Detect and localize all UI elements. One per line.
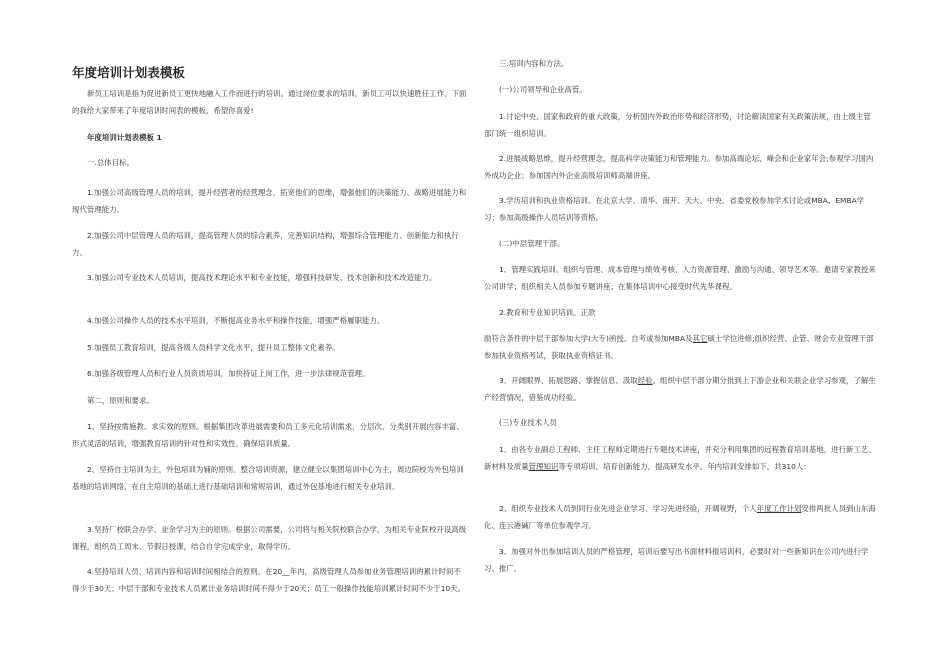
- paragraph: 1.加强公司高级管理人员的培训，提升经营者的经营理念，拓宽他们的思维，增强他们的决策能力、战略进展能力和现代管理能力。: [72, 188, 467, 214]
- paragraph: 励符合条件的中层干部参加大学(大专)函授、自考或参加MBA及其它硕士学位进修;组织经营、企管、财会专业管理干部参加执业资格考试，获取执业资格证书。: [484, 334, 874, 360]
- paragraph: 3.学历培训和执业资格培训。在北京大学、清华、南开、天大、中央、省委党校参加学术讨论或MBA、EMBA学习；参加高级操作人员培训等资格。: [484, 196, 865, 222]
- paragraph: (一)公司领导和企业高管。: [499, 85, 587, 94]
- paragraph: 1.讨论中央、国家和政府的重大政策，分析国内外政治形势和经济形势，讨论解读国家有关政策法规，由上级主管部门统一组织培训。: [484, 112, 871, 138]
- paragraph: 5.加强员工教育培训，提高各级人员科学文化水平，提升员工整体文化素养。: [87, 343, 340, 352]
- paragraph: 2.进展战略思维，提升经营理念，提高科学决策能力和管理能力。参加高端论坛、峰会和企业家年会;参观学习国内外成功企业；参加国内外企业高级培训师高端讲座。: [484, 154, 874, 180]
- paragraph: 2、坚持自主培训为主，外包培训为辅的原则。整合培训资源，建立健全以集团培训中心为主，周边院校为外包培训基地的培训网络，在自主培训的基础上进行基础培训和常规培训，通过外包基地进行相关专业培训。: [72, 465, 464, 491]
- underlined-link[interactable]: 年度工作计划: [756, 504, 802, 513]
- paragraph: (三)专业技术人员: [499, 418, 557, 427]
- paragraph: 1、管理实践培训。组织与管理、成本管理与绩效考核、人力资源管理、激励与沟通、领导艺术等。邀请专家教授来公司讲学；组织相关人员参加专题讲座；在集体培训中心接受时代先华课程。: [484, 265, 876, 291]
- paragraph: 4.坚持培训人员、培训内容和培训时间相结合的原则。在20__年内，高级管理人员参加业务管理培训的累计时间不得少于30天；中层干部和专业技术人员累计业务培训时间不得少于20天；员工一般操作技能培训累计时间不少于10天。: [72, 567, 466, 593]
- paragraph: 3.坚持厂校联合办学、业余学习为主的原则。根据公司需要，公司将与相关院校联合办学，为相关专业院校开设高级课程，组织员工周末、节假日授课，结合自学完成学业，取得学历。: [72, 525, 467, 551]
- paragraph: 三.培训内容和方法。: [499, 59, 569, 68]
- paragraph: 2.教育和专业知识培训。正款: [499, 308, 596, 317]
- paragraph: (二)中层管理干部。: [499, 239, 565, 248]
- paragraph: 3.加强公司专业技术人员培训，提高技术理论水平和专业技能，增强科技研发、技术创新和技术改造能力。: [87, 273, 437, 282]
- underlined-link[interactable]: 其它: [692, 334, 708, 343]
- paragraph: 4.加强公司操作人员的技术水平培训，不断提高业务水平和操作技能，增强严格履职能力。: [87, 316, 385, 325]
- paragraph: 2.加强公司中层管理人员的培训，提高管理人员的综合素养，完善知识结构，增强综合管理能力、创新能力和执行力。: [72, 231, 459, 257]
- paragraph: 一.总体目标。: [87, 158, 135, 167]
- paragraph: 3、开阔眼界、拓展思路、掌握信息、汲取经验。组织中层干部分期分批到上下游企业和关联企业学习参观，了解生产经营情况，借鉴成功经验。: [484, 376, 876, 402]
- paragraph: 第二，原则和要求。: [87, 396, 154, 405]
- paragraph: 1、坚持按需施教、求实效的原则。根据集团改革进展需要和员工多元化培训需求，分层次、分类别开展内容丰富、形式灵活的培训，增强教育培训的针对性和实效性，确保培训质量。: [72, 422, 464, 448]
- section-subtitle: 年度培训计划表模板 1: [87, 133, 162, 142]
- intro-paragraph: 新员工培训是指为促进新员工更快地融入工作而进行的培训。通过岗位要求的培训，新员工可以快速胜任工作。下面的我给大家带来了年度培训时间表的模板，希望你喜爱!: [72, 89, 467, 115]
- paragraph: 1、由各专业副总工程师、主任工程师定期进行专题技术讲座，并充分利用集团的远程教育培训基地，进行新工艺、新材料及质量管理知识等专项培训，培育创新能力，提高研发水平。年内培训安排如下，共310人：: [484, 445, 876, 471]
- paragraph: 2、组织专业技术人员到同行业先进企业学习、学习先进经验，开阔视野，个人年度工作计划安排两批人员到山东海化、连云港碱厂等单位参观学习。: [484, 504, 876, 530]
- paragraph: 3、加强对外出参加培训人员的严格管理，培训后要写出书面材料报培训科，必要时对一些新知识在公司内进行学习、推广。: [484, 547, 869, 573]
- underlined-link[interactable]: 管理知识: [528, 461, 559, 471]
- page-title: 年度培训计划表模板: [72, 65, 185, 80]
- underlined-link[interactable]: 经验: [637, 376, 653, 385]
- paragraph: 6.加强各级管理人员和行业人员资质培训，加快持证上岗工作，进一步法律规范管理。: [87, 369, 370, 378]
